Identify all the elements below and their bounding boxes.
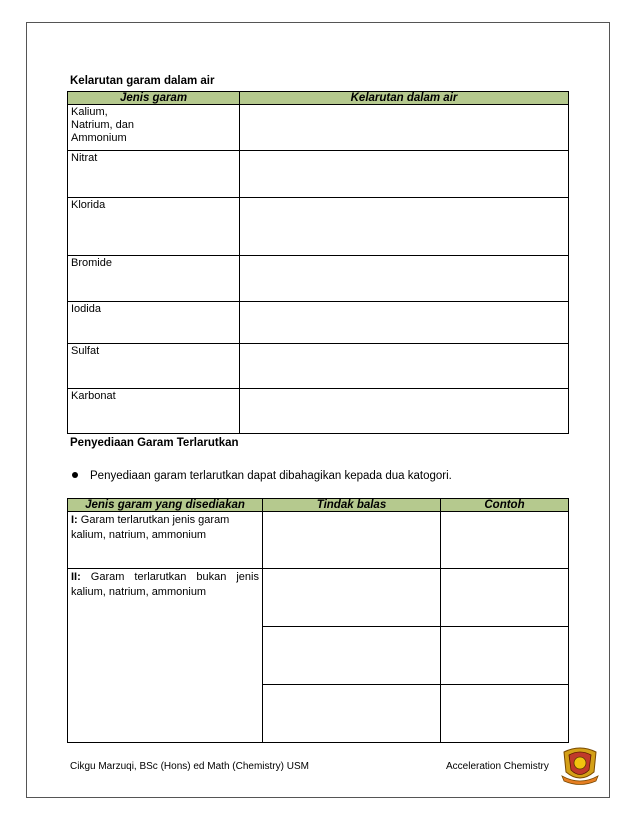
bullet-icon: [72, 472, 78, 478]
table-row: [68, 512, 569, 569]
example-cell: [441, 512, 569, 569]
footer-author: Cikgu Marzuqi, BSc (Hons) ed Math (Chemistry) USM: [70, 761, 309, 772]
table-row: [68, 569, 569, 627]
solubility-cell: [240, 344, 569, 389]
category-cell: [68, 569, 263, 743]
solubility-cell: [240, 151, 569, 198]
footer-title: Acceleration Chemistry: [446, 761, 549, 772]
category-text: Garam terlarutkan jenis garam kalium, natrium, ammonium: [71, 514, 230, 541]
salt-cell: Nitrat: [68, 151, 240, 198]
category-text: Garam terlarutkan bukan jenis kalium, natrium, ammonium: [71, 571, 259, 598]
table-row: [68, 302, 569, 344]
solubility-cell: [240, 105, 569, 151]
bullet-text: Penyediaan garam terlarutkan dapat dibahagikan kepada dua katogori.: [90, 470, 452, 482]
category-label: I:: [71, 514, 78, 526]
category-label: II:: [71, 571, 81, 583]
bullet-item: [72, 470, 452, 482]
table-header-row: [68, 499, 569, 512]
example-cell: [441, 685, 569, 743]
table-row: [68, 198, 569, 256]
solubility-cell: [240, 256, 569, 302]
example-cell: [441, 569, 569, 627]
header-jenis-garam: Jenis garam: [68, 92, 240, 105]
reaction-cell: [263, 627, 441, 685]
reaction-cell: [263, 685, 441, 743]
section-title-solubility: Kelarutan garam dalam air: [70, 75, 215, 87]
salt-cell: Bromide: [68, 256, 240, 302]
header-tindak-balas: Tindak balas: [263, 499, 441, 512]
table-row: [68, 256, 569, 302]
preparation-table: [67, 498, 569, 743]
example-cell: [441, 627, 569, 685]
salt-cell: Iodida: [68, 302, 240, 344]
solubility-cell: [240, 302, 569, 344]
table-row: [68, 105, 569, 151]
table-row: [68, 389, 569, 434]
salt-cell: Klorida: [68, 198, 240, 256]
table-header-row: [68, 92, 569, 105]
reaction-cell: [263, 569, 441, 627]
header-contoh: Contoh: [441, 499, 569, 512]
header-jenis-garam-disediakan: Jenis garam yang disediakan: [68, 499, 263, 512]
solubility-cell: [240, 389, 569, 434]
solubility-cell: [240, 198, 569, 256]
salt-cell: Kalium, Natrium, dan Ammonium: [68, 105, 240, 151]
solubility-table: [67, 91, 569, 434]
school-crest-logo: [560, 744, 600, 786]
salt-cell: Karbonat: [68, 389, 240, 434]
table-row: [68, 151, 569, 198]
reaction-cell: [263, 512, 441, 569]
salt-cell: Sulfat: [68, 344, 240, 389]
section-title-preparation: Penyediaan Garam Terlarutkan: [70, 437, 239, 449]
category-cell: [68, 512, 263, 569]
table-row: [68, 344, 569, 389]
header-kelarutan: Kelarutan dalam air: [240, 92, 569, 105]
